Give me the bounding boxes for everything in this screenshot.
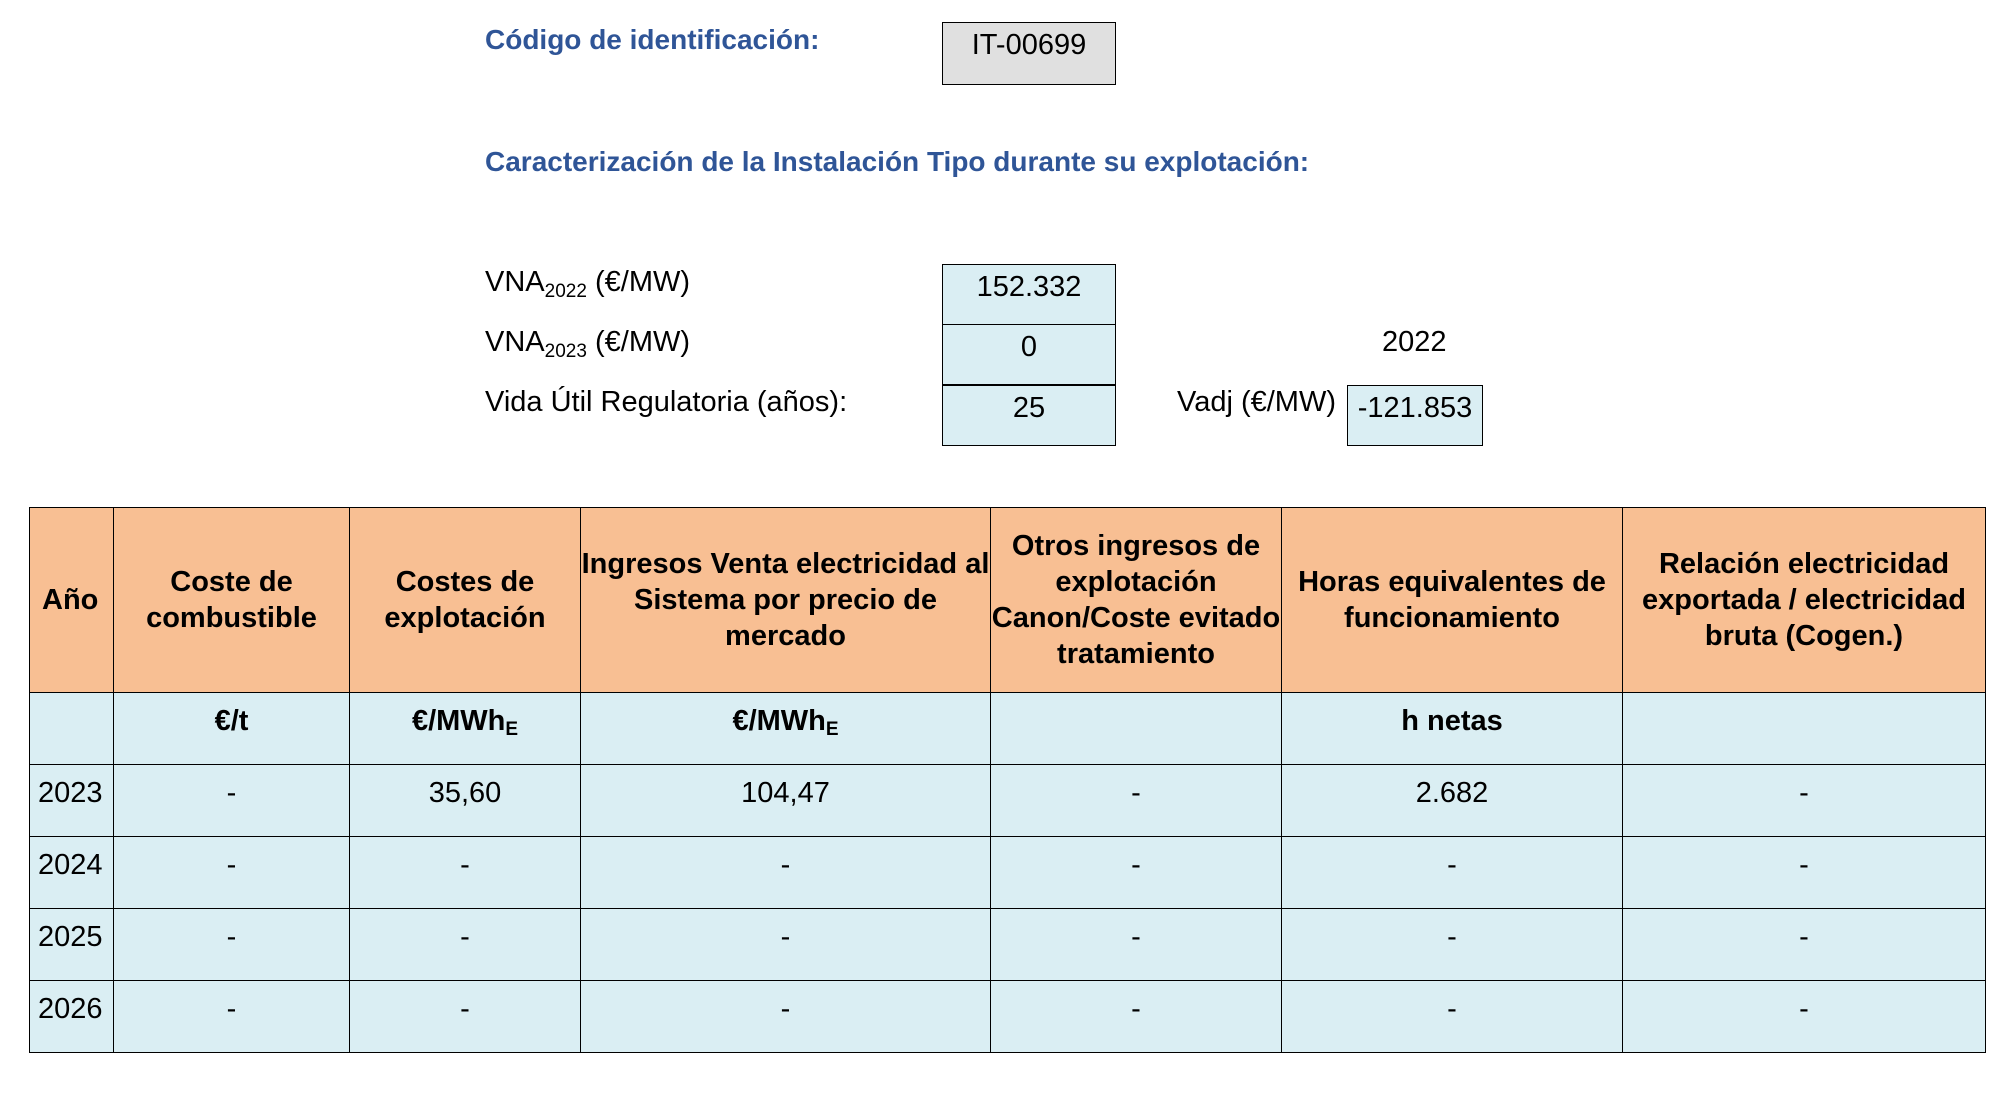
table-row	[30, 981, 1986, 1053]
vida-util-value: 25	[942, 385, 1116, 446]
table-cell: 35,60	[350, 765, 581, 837]
table-cell: -	[1623, 981, 1986, 1053]
header-costes-explotacion: Costes de explotación	[350, 508, 581, 693]
table-cell: -	[1623, 837, 1986, 909]
table-cell: -	[350, 837, 581, 909]
table-cell: -	[114, 981, 350, 1053]
table-row	[30, 837, 1986, 909]
vida-util-label: Vida Útil Regulatoria (años):	[485, 386, 848, 418]
vna-2022-label: $VNA_{2022}$ (€/MW)	[485, 266, 691, 302]
table-cell: -	[1623, 765, 1986, 837]
unit-cell	[991, 693, 1282, 765]
table-cell: -	[1282, 981, 1623, 1053]
unit-cell: h netas	[1282, 693, 1623, 765]
header-coste-combustible: Coste de combustible	[114, 508, 350, 693]
table-cell: 2025	[30, 909, 114, 981]
table-cell: 2026	[30, 981, 114, 1053]
vna-2023-label: $VNA_{2023}$ (€/MW)	[485, 326, 691, 362]
header-otros-ingresos: Otros ingresos de explotación Canon/Coste evitado tratamiento	[991, 508, 1282, 693]
table-cell: -	[114, 765, 350, 837]
table-cell: -	[991, 765, 1282, 837]
id-value-box: IT-00699	[942, 22, 1116, 85]
table-header-row	[30, 508, 1986, 693]
operation-table	[29, 507, 1986, 1053]
table-cell: -	[350, 909, 581, 981]
header-anio: Año	[30, 508, 114, 693]
vadj-label: Vadj (€/MW)	[1177, 386, 1336, 418]
units-row	[30, 693, 1986, 765]
table-cell: 2023	[30, 765, 114, 837]
vadj-value: -121.853	[1347, 385, 1483, 446]
vna-2023-value: 0	[942, 324, 1116, 385]
table-cell: -	[991, 909, 1282, 981]
table-cell: 104,47	[581, 765, 991, 837]
table-cell: -	[350, 981, 581, 1053]
reference-year: 2022	[1382, 326, 1447, 358]
section-title: Caracterización de la Instalación Tipo durante su explotación:	[485, 146, 1310, 177]
header-relacion-electricidad: Relación electricidad exportada / electricidad bruta (Cogen.)	[1623, 508, 1986, 693]
unit-cell: €/MWhE	[350, 693, 581, 765]
table-row	[30, 765, 1986, 837]
table-cell: -	[114, 909, 350, 981]
vna-2022-value: 152.332	[942, 264, 1116, 325]
unit-cell	[1623, 693, 1986, 765]
table-cell: -	[581, 837, 991, 909]
unit-cell: €/MWhE	[581, 693, 991, 765]
table-cell: -	[1282, 837, 1623, 909]
table-cell: -	[1282, 909, 1623, 981]
table-cell: -	[581, 981, 991, 1053]
unit-cell	[30, 693, 114, 765]
table-cell: 2024	[30, 837, 114, 909]
table-cell: -	[1623, 909, 1986, 981]
table-cell: -	[581, 909, 991, 981]
id-label: Código de identificación:	[485, 24, 820, 55]
table-cell: -	[114, 837, 350, 909]
table-cell: 2.682	[1282, 765, 1623, 837]
table-cell: -	[991, 837, 1282, 909]
unit-cell: €/t	[114, 693, 350, 765]
header-ingresos-venta: Ingresos Venta electricidad al Sistema por precio de mercado	[581, 508, 991, 693]
header-horas-equivalentes: Horas equivalentes de funcionamiento	[1282, 508, 1623, 693]
table-row	[30, 909, 1986, 981]
table-cell: -	[991, 981, 1282, 1053]
